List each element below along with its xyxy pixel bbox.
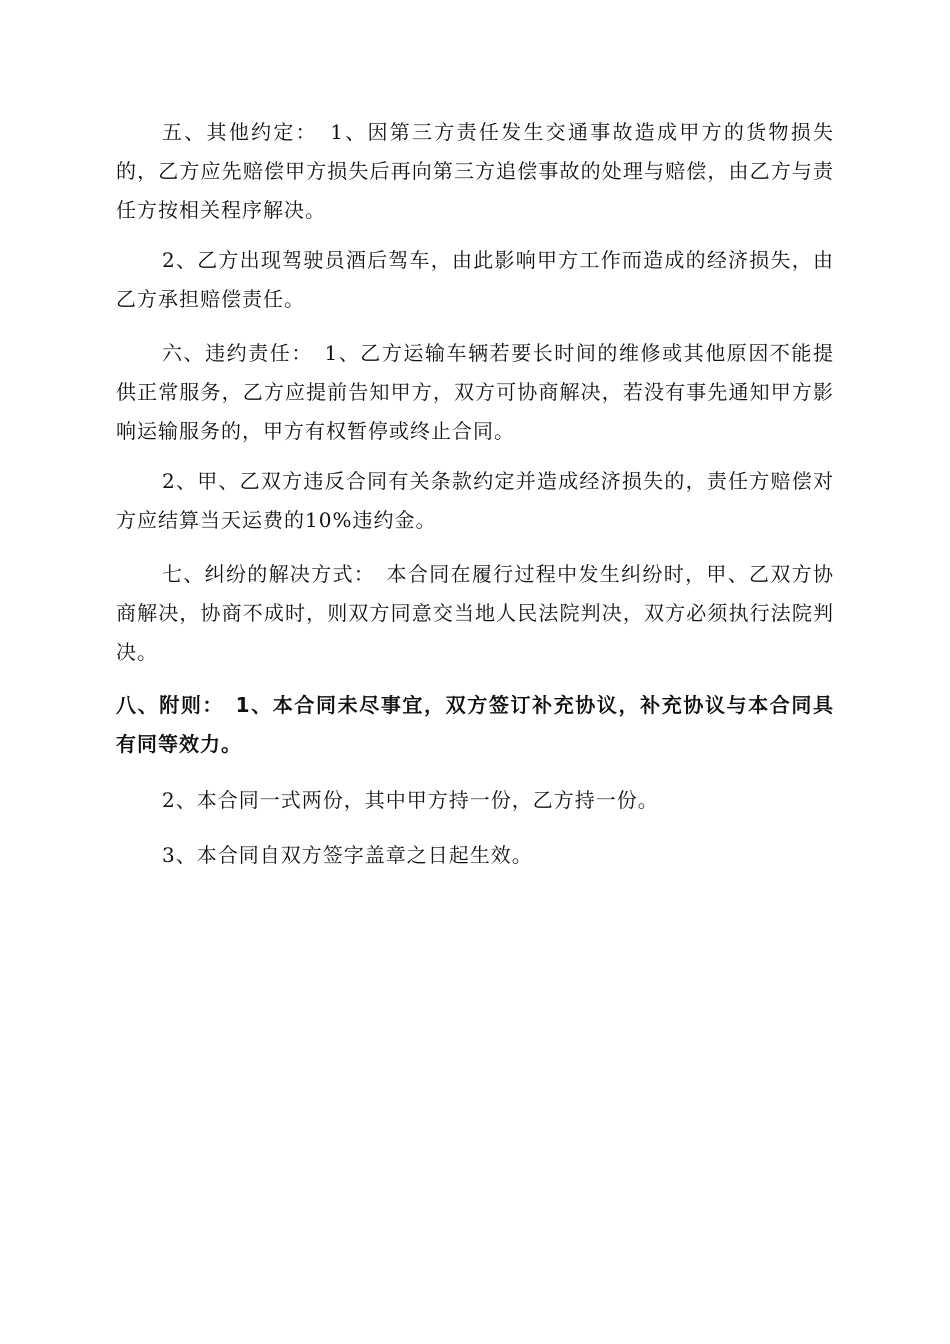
clause-eight-item-2: 2、本合同一式两份，其中甲方持一份，乙方持一份。 <box>162 788 659 812</box>
clause-five-item-2: 2、乙方出现驾驶员酒后驾车，由此影响甲方工作而造成的经济损失，由乙方承担赔偿责任。 <box>116 248 834 311</box>
clause-six-liability: 六、违约责任： 1、乙方运输车辆若要长时间的维修或其他原因不能提供正常服务，乙方应提前告知甲方，双方可协商解决，若没有事先通知甲方影响运输服务的，甲方有权暂停或终止合同。 <box>116 341 834 443</box>
clause-eight-supplementary: 八、附则： 1、本合同未尽事宜，双方签订补充协议，补充协议与本合同具有同等效力。 <box>116 693 834 756</box>
clause-five-other-terms: 五、其他约定： 1、因第三方责任发生交通事故造成甲方的货物损失的，乙方应先赔偿甲方损失后再向第三方追偿事故的处理与赔偿，由乙方与责任方按相关程序解决。 <box>116 120 834 222</box>
clause-eight-item-3: 3、本合同自双方签字盖章之日起生效。 <box>162 843 533 867</box>
clause-seven-dispute: 七、纠纷的解决方式： 本合同在履行过程中发生纠纷时，甲、乙双方协商解决，协商不成时，则双方同意交当地人民法院判决，双方必须执行法院判决。 <box>116 562 834 664</box>
clause-six-item-2: 2、甲、乙双方违反合同有关条款约定并造成经济损失的，责任方赔偿对方应结算当天运费的10%违约金。 <box>116 469 834 532</box>
